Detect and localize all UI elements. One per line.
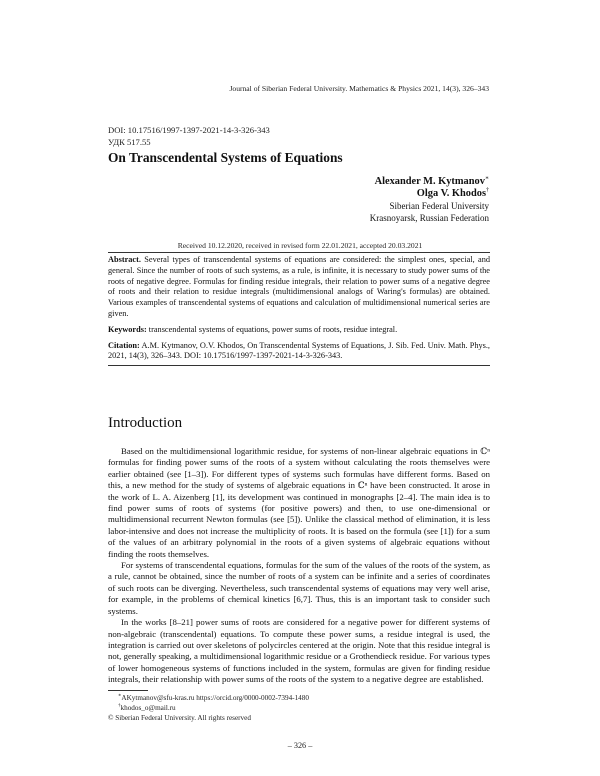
author-1 — [370, 176, 489, 188]
copyright-notice: © Siberian Federal University. All rights reserved — [108, 714, 251, 722]
author-1-name: Alexander M. Kytmanov — [374, 176, 485, 187]
abstract-label: Abstract. — [108, 255, 141, 264]
page-number: – 326 – — [287, 741, 313, 750]
author-2-mark: † — [486, 187, 489, 194]
affiliation: Siberian Federal University — [389, 201, 489, 211]
citation-text: A.M. Kytmanov, O.V. Khodos, On Transcendental Systems of Equations, J. Sib. Fed. Univ. Math. Phys., 2021, 14(3), 326–343. DOI: 10.17516/1997-1397-2021-14-3-326-343. — [108, 340, 491, 361]
paragraph-1: Based on the multidimensional logarithmic residue, for systems of non-linear algebraic equations in ℂⁿ formulas for finding power sums of the roots of a system without calculating the roots themselves were earlier obtained (see [1–3]). For different types of systems such formulas have different forms. Based on this, a new method for the study of systems of algebraic equations in ℂⁿ have been constructed. It arose in the work of L. A. Aizenberg [1], its development was continued in monographs [2–4]. The main idea is to find power sums of roots of systems (for positive powers) and then, to use one-dimensional or multidimensional recurrent Newton formulas (see [5]). Unlike the classical method of elimination, it is less labor-intensive and does not increase the multiplicity of roots. It is based on the formula (see [1]) for a sum of the values of an arbitrary polynomial in the roots of a given systems of algebraic equations without finding the roots themselves. — [108, 446, 490, 559]
paragraph-3: In the works [8–21] power sums of roots are considered for a negative power for different systems of non-algebraic (transcendental) equations. To compute these power sums, a residue integral is used, the integration is carried out over skeletons of polycircles centered at the origin. Note that this residue integral is not, generally speaking, a multidimensional logarithmic residue or a Grothendieck residue. For various types of lower homogeneous systems of functions included in the system, formulas are given for finding residue integrals, their relationship with power sums of the roots of the system to a negative degree are established. — [108, 617, 490, 685]
author-2 — [370, 188, 489, 200]
udc-line: УДК 517.55 — [108, 137, 151, 147]
footnote-2-mark: † — [118, 703, 121, 709]
footnote-1-text: AKytmanov@sfu-kras.ru https://orcid.org/0000-0002-7394-1480 — [121, 694, 309, 702]
citation-label: Citation: — [108, 340, 140, 350]
received-dates: Received 10.12.2020, received in revised form 22.01.2021, accepted 20.03.2021 — [177, 241, 423, 250]
footnote-1-mark: ∗ — [118, 693, 122, 699]
keywords-label: Keywords: — [108, 324, 147, 334]
footnote-divider — [108, 690, 148, 691]
citation — [108, 341, 490, 363]
footnotes — [108, 693, 309, 723]
author-block — [370, 176, 489, 224]
running-head: Journal of Siberian Federal University. Mathematics & Physics 2021, 14(3), 326–343 — [229, 84, 489, 93]
section-heading-introduction: Introduction — [108, 415, 183, 431]
article-meta — [108, 124, 270, 148]
footnote-2-text: khodos_o@mail.ru — [120, 704, 176, 712]
abstract — [108, 255, 490, 320]
doi-line: DOI: 10.17516/1997-1397-2021-14-3-326-343 — [108, 125, 270, 135]
footnote-2 — [118, 703, 309, 713]
location: Krasnoyarsk, Russian Federation — [369, 213, 489, 223]
article-title: On Transcendental Systems of Equations — [108, 150, 343, 165]
footnote-1 — [118, 693, 309, 703]
keywords — [108, 325, 490, 336]
author-2-name: Olga V. Khodos — [416, 188, 486, 199]
abstract-text: Several types of transcendental systems of equations are considered: the simplest ones, special, and general. Since the number of roots of such systems, as a rule, is infinite, it is necessary to study power sums of the roots of negative degree. Formulas for finding residue integrals, their relation to power sums of a negative degree of roots and their relation to residue integrals (multidimensional analogs of Waring's formulas) are obtained. Various examples of transcendental systems of equations and calculation of multidimensional numerical series are given. — [108, 255, 490, 318]
abstract-block — [108, 252, 490, 366]
author-1-mark: ∗ — [484, 175, 489, 182]
keywords-text: transcendental systems of equations, power sums of roots, residue integral. — [148, 324, 398, 334]
paragraph-2: For systems of transcendental equations, formulas for the sum of the values of the roots of the system, as a rule, cannot be obtained, since the number of roots of a system can be infinite and a series of coordinates of such roots can be diverging. Nevertheless, such transcendental systems of equations may very well arise, for example, in the problems of chemical kinetics [6,7]. Thus, this is an important task to consider such systems. — [108, 560, 490, 616]
introduction-body — [108, 446, 490, 686]
